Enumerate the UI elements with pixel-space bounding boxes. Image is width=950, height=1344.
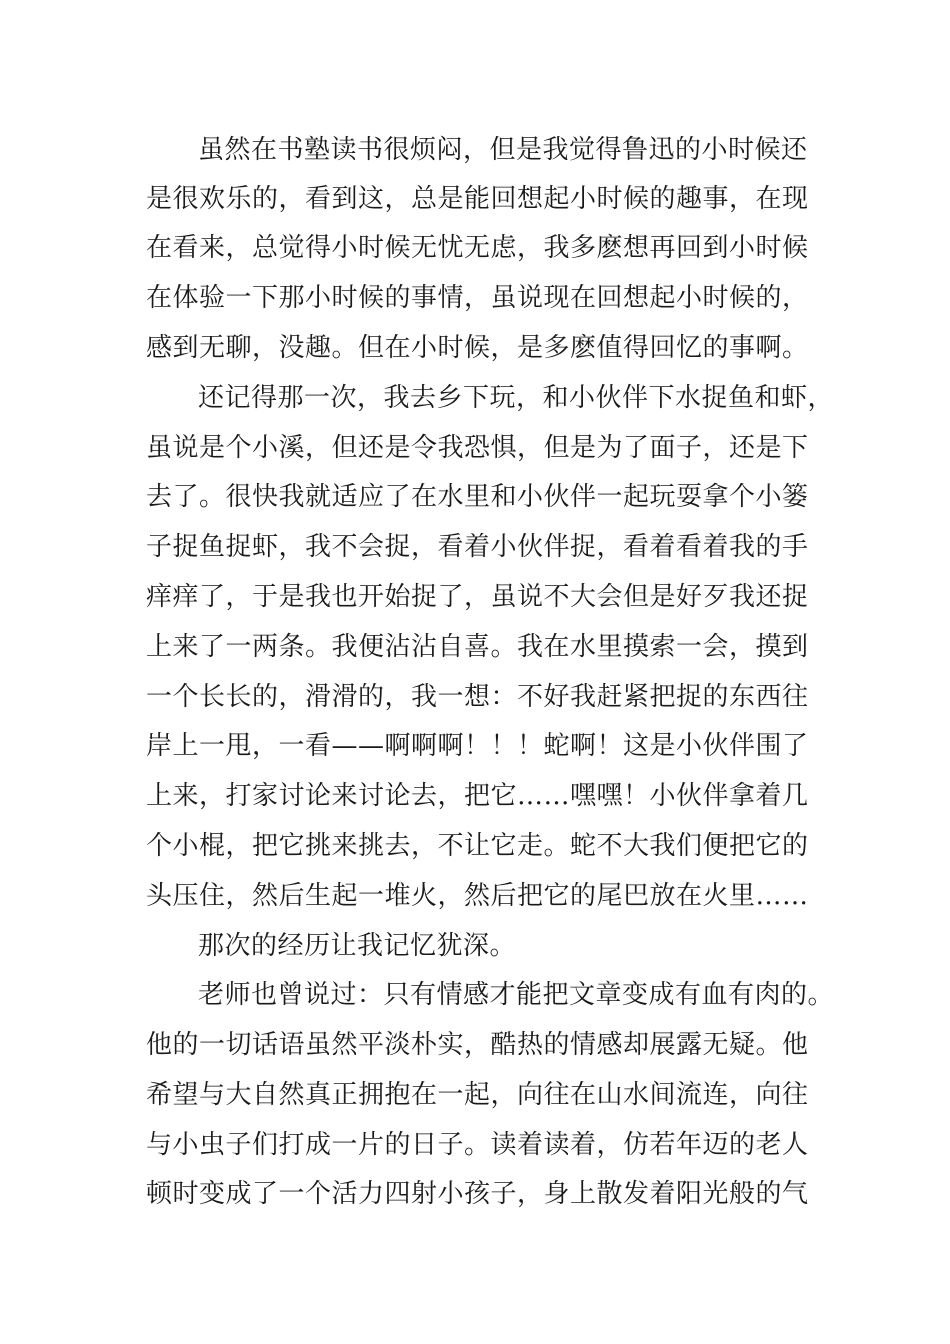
paragraph-3-line-1: 那次的经历让我记忆犹深。 — [198, 931, 517, 961]
paragraph-2-line-2: 虽说是个小溪，但还是令我恐惧，但是为了面子，还是下 — [146, 433, 809, 463]
paragraph-2-line-1: 还记得那一次，我去乡下玩，和小伙伴下水捉鱼和虾， — [198, 383, 835, 413]
paragraph-1-line-1: 虽然在书塾读书很烦闷，但是我觉得鲁迅的小时候还 — [198, 135, 808, 165]
paragraph-4-line-1: 老师也曾说过：只有情感才能把文章变成有血有肉的。 — [198, 980, 835, 1010]
paragraph-2-line-10: 个小棍，把它挑来挑去，不让它走。蛇不大我们便把它的 — [146, 831, 809, 861]
paragraph-2-line-7: 一个长长的，滑滑的，我一想：不好我赶紧把捉的东西往 — [146, 682, 809, 712]
paragraph-2-line-9: 上来，打家讨论来讨论去，把它……嘿嘿！小伙伴拿着几 — [146, 781, 809, 811]
paragraph-1-line-2: 是很欢乐的，看到这，总是能回想起小时候的趣事，在现 — [146, 184, 809, 214]
paragraph-2-line-6: 上来了一两条。我便沾沾自喜。我在水里摸索一会，摸到 — [146, 632, 809, 662]
paragraph-1-line-4: 在体验一下那小时候的事情，虽说现在回想起小时候的， — [146, 283, 809, 313]
paragraph-2-line-5: 痒痒了，于是我也开始捉了，虽说不大会但是好歹我还捉 — [146, 582, 809, 612]
paragraph-2-line-11: 头压住，然后生起一堆火，然后把它的尾巴放在火里…… — [146, 881, 809, 911]
paragraph-2-line-3: 去了。很快我就适应了在水里和小伙伴一起玩耍拿个小篓 — [146, 482, 809, 512]
paragraph-2-line-4: 子捉鱼捉虾，我不会捉，看着小伙伴捉，看着看着我的手 — [146, 532, 809, 562]
paragraph-4-line-3: 希望与大自然真正拥抱在一起，向往在山水间流连，向往 — [146, 1080, 809, 1110]
paragraph-1-line-3: 在看来，总觉得小时候无忧无虑，我多麽想再回到小时候 — [146, 233, 809, 263]
paragraph-4-line-2: 他的一切话语虽然平淡朴实，酷热的情感却展露无疑。他 — [146, 1030, 809, 1060]
paragraph-4-line-5: 顿时变成了一个活力四射小孩子，身上散发着阳光般的气 — [146, 1179, 809, 1209]
paragraph-1-line-5: 感到无聊，没趣。但在小时候，是多麽值得回忆的事啊。 — [146, 333, 809, 363]
paragraph-2-line-8: 岸上一甩，一看——啊啊啊！！！蛇啊！这是小伙伴围了 — [146, 731, 809, 761]
paragraph-4-line-4: 与小虫子们打成一片的日子。读着读着，仿若年迈的老人 — [146, 1130, 809, 1160]
